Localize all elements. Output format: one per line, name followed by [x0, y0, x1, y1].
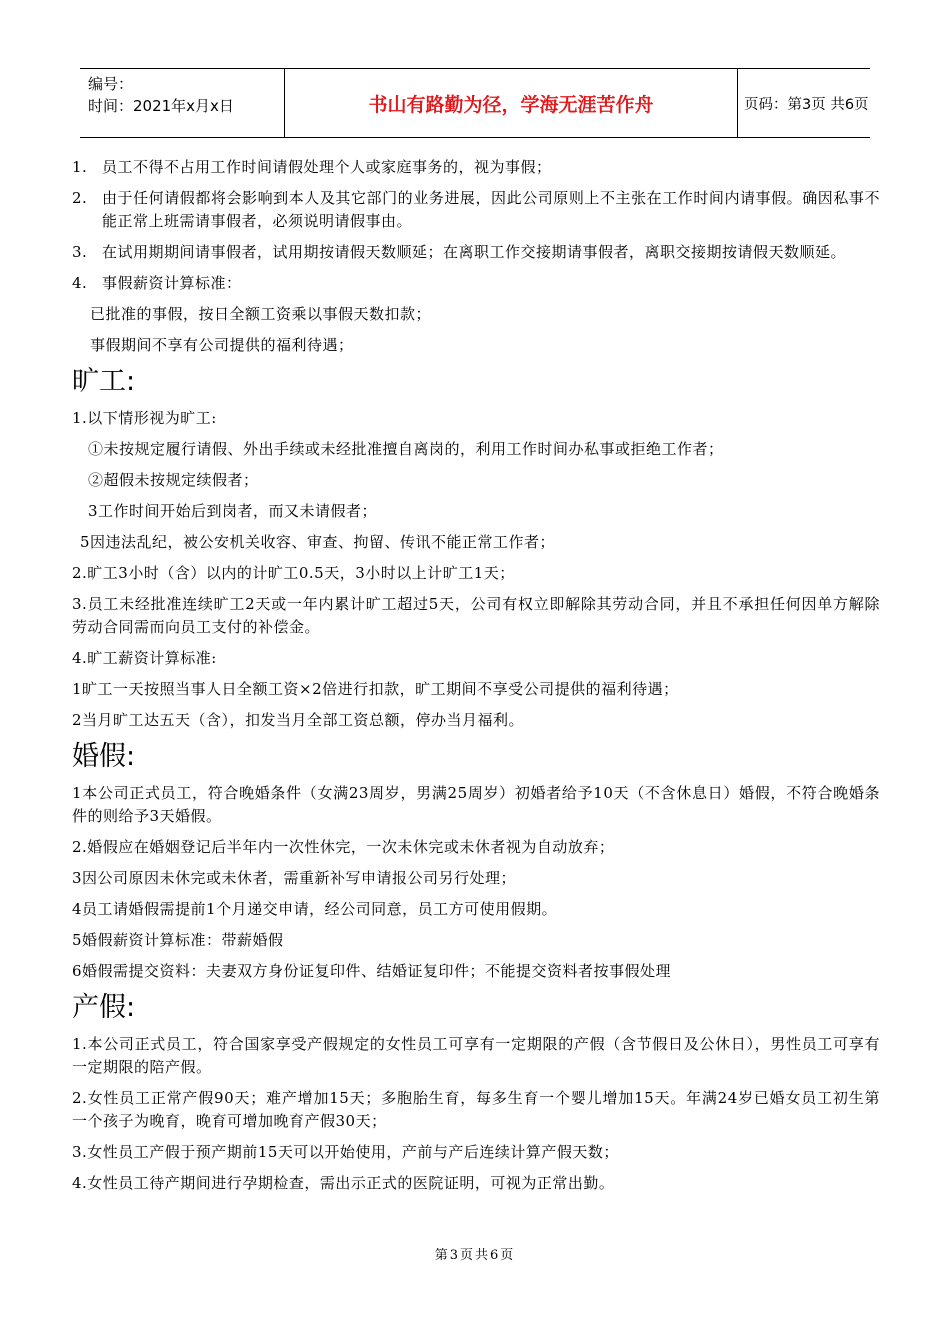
section-heading-absenteeism: 旷工: [72, 366, 136, 397]
paragraph: 6婚假需提交资料：夫妻双方身份证复印件、结婚证复印件；不能提交资料者按事假处理 [72, 962, 672, 980]
list-item [72, 272, 880, 295]
paragraph: 4.女性员工待产期间进行孕期检查，需出示正式的医院证明，可视为正常出勤。 [72, 1174, 615, 1192]
item-number: 4. [72, 274, 88, 292]
item-number: 3. [72, 243, 88, 261]
item-number: 2. [72, 189, 88, 207]
item-text: 在试用期期间请事假者，试用期按请假天数顺延；在离职工作交接期请事假者，离职交接期按请假天数顺延。 [102, 243, 847, 261]
paragraph: 5婚假薪资计算标准：带薪婚假 [72, 931, 284, 949]
paragraph: 1旷工一天按照当事人日全额工资×2倍进行扣款，旷工期间不享受公司提供的福利待遇； [72, 680, 679, 698]
header-divider [737, 69, 738, 137]
paragraph: 5因违法乱纪，被公安机关收容、审查、拘留、传讯不能正常工作者； [80, 533, 556, 551]
header-meta [88, 73, 284, 133]
item-text: 事假薪资计算标准： [102, 274, 242, 292]
list-item [72, 156, 880, 179]
item-number: 1. [72, 158, 88, 176]
list-item [72, 241, 880, 264]
paragraph: 1.以下情形视为旷工: [72, 409, 217, 427]
paragraph: 2.旷工3小时（含）以内的计旷工0.5天，3小时以上计旷工1天； [72, 564, 515, 582]
paragraph: 2.女性员工正常产假90天；难产增加15天；多胞胎生育，每多生育一个婴儿增加15天。年满24岁已婚女员工初生第一个孩子为晚育，晚育可增加晚育产假30天； [72, 1089, 880, 1130]
paragraph: 已批准的事假，按日全额工资乘以事假天数扣款； [90, 305, 432, 323]
paragraph: 1本公司正式员工，符合晚婚条件（女满23周岁，男满25周岁）初婚者给予10天（不含休息日）婚假，不符合晚婚条件的则给予3天婚假。 [72, 784, 880, 825]
paragraph: 3工作时间开始后到岗者，而又未请假者； [88, 502, 378, 520]
paragraph: 4.旷工薪资计算标准: [72, 649, 217, 667]
document-body [72, 156, 880, 1203]
paragraph: ①未按规定履行请假、外出手续或未经批准擅自离岗的，利用工作时间办私事或拒绝工作者； [88, 440, 724, 458]
page-header [80, 68, 870, 138]
header-page-label: 页码：第3页 共6页 [744, 96, 869, 113]
paragraph: 4员工请婚假需提前1个月递交申请，经公司同意，员工方可使用假期。 [72, 900, 558, 918]
section-heading-maternity: 产假: [72, 992, 136, 1023]
paragraph: 3.员工未经批准连续旷工2天或一年内累计旷工超过5天，公司有权立即解除其劳动合同，并且不承担任何因单方解除劳动合同需而向员工支付的补偿金。 [72, 595, 880, 636]
item-text: 员工不得不占用工作时间请假处理个人或家庭事务的，视为事假； [102, 158, 552, 176]
time-label: 时间：2021年x月x日 [88, 97, 234, 115]
paragraph: 2当月旷工达五天（含），扣发当月全部工资总额，停办当月福利。 [72, 711, 525, 729]
list-item [72, 187, 880, 233]
header-motto: 书山有路勤为径，学海无涯苦作舟 [368, 93, 654, 116]
page-footer: 第3页共6页 [434, 1248, 516, 1263]
number-label: 编号： [88, 75, 134, 93]
paragraph: 1.本公司正式员工，符合国家享受产假规定的女性员工可享有一定期限的产假（含节假日及公休日），男性员工可享有一定期限的陪产假。 [72, 1035, 880, 1076]
item-text: 由于任何请假都将会影响到本人及其它部门的业务进展，因此公司原则上不主张在工作时间内请事假。确因私事不能正常上班需请事假者，必须说明请假事由。 [102, 189, 880, 230]
paragraph: 3.女性员工产假于预产期前15天可以开始使用，产前与产后连续计算产假天数； [72, 1143, 619, 1161]
paragraph: ②超假未按规定续假者； [88, 471, 259, 489]
paragraph: 3因公司原因未休完或未休者，需重新补写申请报公司另行处理； [72, 869, 517, 887]
paragraph: 事假期间不享有公司提供的福利待遇； [90, 336, 354, 354]
paragraph: 2.婚假应在婚姻登记后半年内一次性休完，一次未休完或未休者视为自动放弃； [72, 838, 615, 856]
section-heading-marriage: 婚假: [72, 741, 136, 772]
